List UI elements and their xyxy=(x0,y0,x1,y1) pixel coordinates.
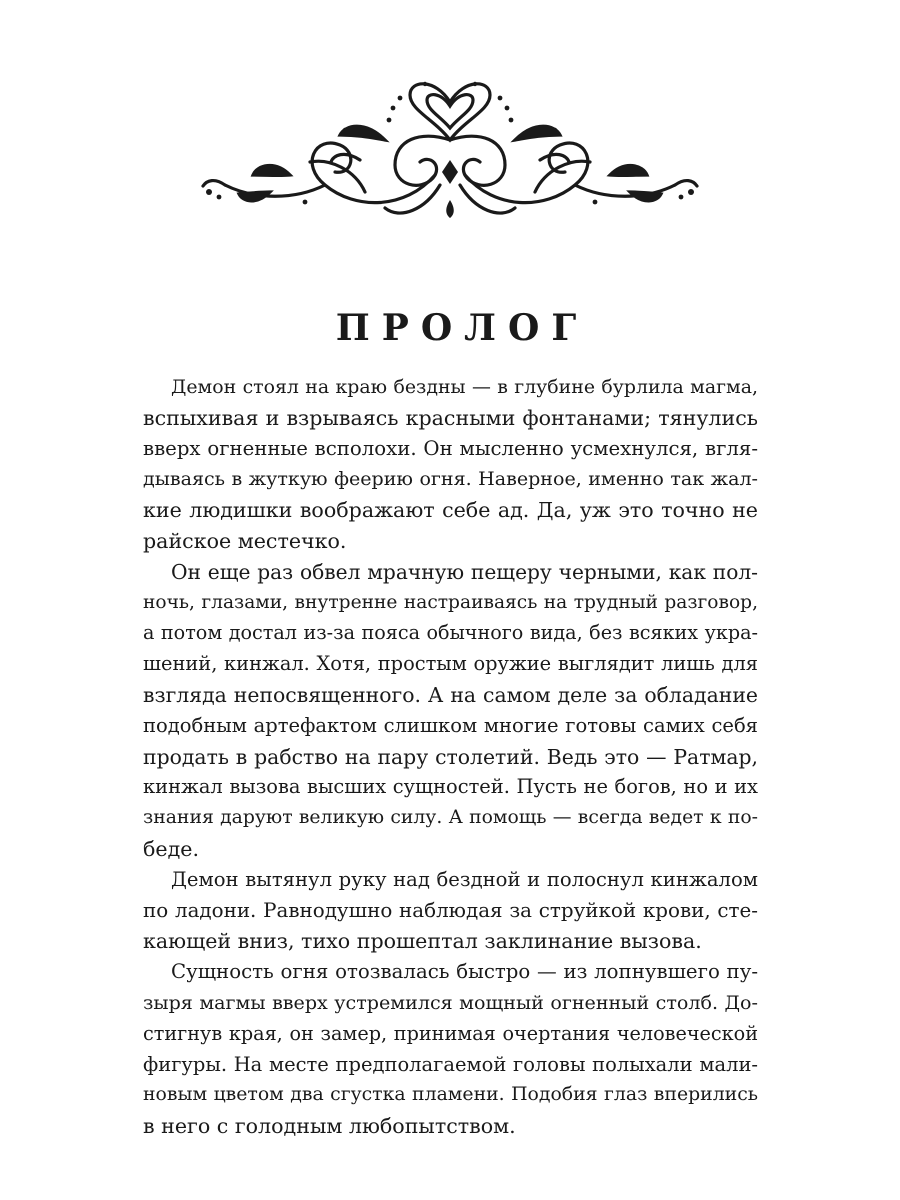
text-line: Демон стоял на краю бездны — в глубине бурлила магма, xyxy=(171,376,758,398)
paragraph xyxy=(143,957,758,1142)
text-line: по ладони. Равнодушно наблюдая за струйкой крови, сте- xyxy=(143,898,758,922)
text-line: стигнув края, он замер, принимая очертания человеческой xyxy=(143,1021,758,1045)
chapter-title: ПРОЛОГ xyxy=(335,307,589,349)
text-line: райское местечко. xyxy=(143,528,347,553)
text-line: беде. xyxy=(143,836,199,861)
text-line: знания даруют великую силу. А помощь — всегда ведет к по- xyxy=(143,807,758,829)
text-line: зыря магмы вверх устремился мощный огненный столб. До- xyxy=(143,991,758,1014)
text-line: дываясь в жуткую феерию огня. Наверное, именно так жал- xyxy=(143,468,758,491)
text-line: Он еще раз обвел мрачную пещеру черными, как пол- xyxy=(171,559,758,584)
paragraph xyxy=(143,865,758,957)
text-line: кающей вниз, тихо прошептал заклинание вызова. xyxy=(143,929,702,954)
text-line: в него с голодным любопытством. xyxy=(143,1114,516,1139)
chapter-body xyxy=(143,372,758,1142)
paragraph xyxy=(143,372,758,557)
text-line: а потом достал из-за пояса обычного вида, без всяких укра- xyxy=(143,621,758,645)
text-line: кие людишки воображают себе ад. Да, уж это точно не xyxy=(143,498,758,523)
text-line: продать в рабство на пару столетий. Ведь это — Ратмар, xyxy=(143,744,758,769)
text-line: кинжал вызова высших сущностей. Пусть не богов, но и их xyxy=(143,775,758,799)
text-line: взгляда непосвященного. А на самом деле за обладание xyxy=(143,682,758,707)
paragraph xyxy=(143,557,758,865)
text-line: вспыхивая и взрываясь красными фонтанами; тянулись xyxy=(143,405,758,430)
text-line: Демон вытянул руку над бездной и полоснул кинжалом xyxy=(171,867,758,891)
text-line: вверх огненные всполохи. Он мысленно усмехнулся, вгля- xyxy=(143,436,758,460)
text-line: шений, кинжал. Хотя, простым оружие выглядит лишь для xyxy=(143,652,758,676)
text-line: ночь, глазами, внутренне настраиваясь на трудный разговор, xyxy=(143,591,758,613)
text-line: Сущность огня отозвалась быстро — из лопнувшего пу- xyxy=(171,960,758,984)
floral-heart-ornament-icon xyxy=(195,80,705,230)
text-line: фигуры. На месте предполагаемой головы полыхали мали- xyxy=(143,1052,758,1076)
text-line: подобным артефактом слишком многие готовы самих себя xyxy=(143,713,758,737)
text-line: новым цветом два сгустка пламени. Подобия глаз вперились xyxy=(143,1084,758,1106)
